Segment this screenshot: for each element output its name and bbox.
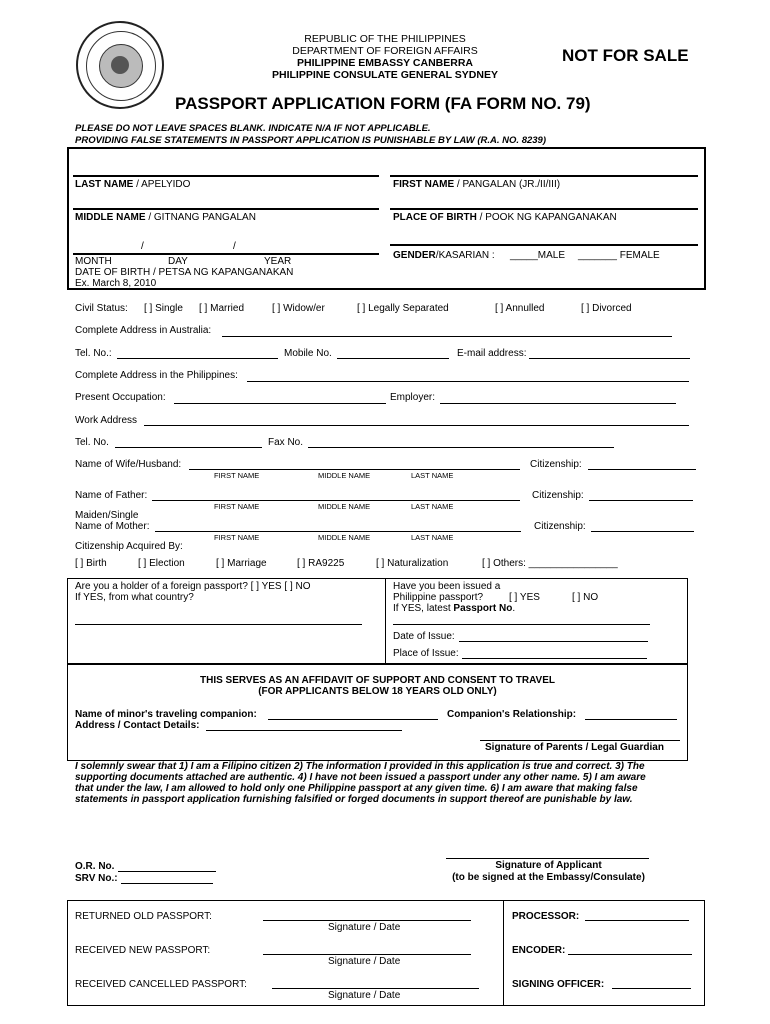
received-cancelled-sig-date: Signature / Date — [328, 990, 401, 1001]
address-contact-label: Address / Contact Details: — [75, 720, 200, 731]
dfa-seal-logo — [76, 21, 164, 109]
oath-line-4: statements in passport application furnishing falsified or forged documents in support thereof are punishable by law. — [75, 794, 633, 805]
occupation-field[interactable] — [174, 403, 386, 404]
address-contact-field[interactable] — [206, 730, 402, 731]
ph-passport-question-2: Philippine passport? — [393, 592, 484, 603]
spouse-citizenship-label: Citizenship: — [530, 459, 582, 470]
last-name-label: LAST NAME / APELYIDO — [75, 179, 191, 190]
header-dfa: DEPARTMENT OF FOREIGN AFFAIRS — [292, 45, 478, 57]
father-citizenship-field[interactable] — [589, 500, 693, 501]
spouse-field[interactable] — [189, 469, 520, 470]
header-republic: REPUBLIC OF THE PHILIPPINES — [304, 33, 466, 45]
tel-field[interactable] — [117, 358, 278, 359]
civil-status-divorced[interactable]: [ ] Divorced — [581, 303, 632, 314]
employer-label: Employer: — [390, 392, 436, 403]
applicant-signature-note: (to be signed at the Embassy/Consulate) — [452, 872, 645, 883]
oath-line-1: I solemnly swear that 1) I am a Filipino citizen 2) The information I provided in this application is true and correct. 3) The — [75, 761, 645, 772]
mobile-label: Mobile No. — [284, 348, 332, 359]
work-address-label: Work Address — [75, 415, 138, 426]
srv-no-field[interactable] — [121, 883, 213, 884]
employer-field[interactable] — [440, 403, 676, 404]
address-australia-field[interactable] — [222, 336, 672, 337]
gender-label: GENDER/KASARIAN : — [393, 250, 495, 261]
mother-label: Name of Mother: — [75, 521, 150, 532]
processor-field[interactable] — [585, 920, 689, 921]
guardian-signature-label: Signature of Parents / Legal Guardian — [485, 742, 664, 753]
father-middle-name-caption: MIDDLE NAME — [318, 502, 371, 511]
place-of-issue-label: Place of Issue: — [393, 648, 459, 659]
mother-field[interactable] — [155, 531, 521, 532]
spouse-middle-name-caption: MIDDLE NAME — [318, 471, 371, 480]
not-for-sale: NOT FOR SALE — [562, 46, 689, 65]
work-address-field[interactable] — [144, 425, 689, 426]
spouse-last-name-caption: LAST NAME — [411, 471, 454, 480]
civil-status-label: Civil Status: — [75, 303, 128, 314]
citizenship-birth[interactable]: [ ] Birth — [75, 558, 107, 569]
tel-label: Tel. No.: — [75, 348, 112, 359]
civil-status-widow[interactable]: [ ] Widow/er — [272, 303, 325, 314]
father-field[interactable] — [152, 500, 520, 501]
mobile-field[interactable] — [337, 358, 449, 359]
civil-status-annulled[interactable]: [ ] Annulled — [495, 303, 545, 314]
received-new-passport-field[interactable] — [263, 954, 471, 955]
companion-field[interactable] — [268, 719, 438, 720]
civil-status-single[interactable]: [ ] Single — [144, 303, 183, 314]
first-name-label: FIRST NAME / PANGALAN (JR./II/III) — [393, 179, 561, 190]
ph-passport-no[interactable]: [ ] NO — [572, 592, 599, 603]
oath-line-3: that under the law, I am allowed to hold only one Philippine passport at any given time. 6) I am aware that making false — [75, 783, 638, 794]
place-of-birth-label: PLACE OF BIRTH / POOK NG KAPANGANAKAN — [393, 212, 617, 223]
oath-line-2: supporting documents attached are authentic. 4) I have not been issued a passport under any other name. 5) I am aware — [75, 772, 646, 783]
citizenship-acquired-label: Citizenship Acquired By: — [75, 541, 183, 552]
form-title: PASSPORT APPLICATION FORM (FA FORM NO. 79) — [175, 94, 591, 113]
citizenship-marriage[interactable]: [ ] Marriage — [216, 558, 267, 569]
relationship-field[interactable] — [585, 719, 677, 720]
date-of-issue-field[interactable] — [459, 641, 648, 642]
header-consulate: PHILIPPINE CONSULATE GENERAL SYDNEY — [272, 69, 498, 81]
companion-label: Name of minor's traveling companion: — [75, 709, 257, 720]
encoder-field[interactable] — [568, 954, 692, 955]
spouse-citizenship-field[interactable] — [588, 469, 696, 470]
father-citizenship-label: Citizenship: — [532, 490, 584, 501]
address-australia-label: Complete Address in Australia: — [75, 325, 212, 336]
relationship-label: Companion's Relationship: — [447, 709, 577, 720]
returned-sig-date: Signature / Date — [328, 922, 401, 933]
latest-passport-field[interactable] — [393, 624, 650, 625]
email-field[interactable] — [529, 358, 690, 359]
received-cancelled-passport-field[interactable] — [272, 988, 479, 989]
citizenship-election[interactable]: [ ] Election — [138, 558, 185, 569]
srv-no-label: SRV No.: — [75, 873, 118, 884]
foreign-passport-country-label: If YES, from what country? — [75, 592, 194, 603]
father-label: Name of Father: — [75, 490, 148, 501]
civil-status-legally-separated[interactable]: [ ] Legally Separated — [357, 303, 449, 314]
or-no-label: O.R. No. — [75, 861, 115, 872]
place-of-issue-field[interactable] — [462, 658, 647, 659]
father-last-name-caption: LAST NAME — [411, 502, 454, 511]
notice-false-statements: PROVIDING FALSE STATEMENTS IN PASSPORT APPLICATION IS PUNISHABLE BY LAW (R.A. NO. 8239) — [75, 135, 547, 146]
received-new-passport-label: RECEIVED NEW PASSPORT: — [75, 945, 211, 956]
mother-first-name-caption: FIRST NAME — [214, 533, 260, 542]
dob-example: Ex. March 8, 2010 — [75, 278, 157, 289]
email-label: E-mail address: — [457, 348, 527, 359]
encoder-label: ENCODER: — [512, 945, 566, 956]
month-label: MONTH — [75, 256, 112, 267]
mother-middle-name-caption: MIDDLE NAME — [318, 533, 371, 542]
affidavit-title: THIS SERVES AS AN AFFIDAVIT OF SUPPORT AND CONSENT TO TRAVEL — [199, 675, 556, 686]
dob-slash-1: / — [141, 241, 144, 252]
spouse-first-name-caption: FIRST NAME — [214, 471, 260, 480]
or-no-field[interactable] — [118, 871, 216, 872]
received-cancelled-passport-label: RECEIVED CANCELLED PASSPORT: — [75, 979, 247, 990]
tel2-field[interactable] — [115, 447, 262, 448]
returned-old-passport-field[interactable] — [263, 920, 471, 921]
citizenship-others[interactable]: [ ] Others: ________________ — [482, 558, 618, 569]
affidavit-subtitle: (FOR APPLICANTS BELOW 18 YEARS OLD ONLY) — [258, 686, 497, 697]
ph-passport-question-1: Have you been issued a — [393, 581, 501, 592]
header-embassy: PHILIPPINE EMBASSY CANBERRA — [297, 57, 473, 69]
mother-last-name-caption: LAST NAME — [411, 533, 454, 542]
dob-label: DATE OF BIRTH / PETSA NG KAPANGANAKAN — [75, 267, 294, 278]
middle-name-label: MIDDLE NAME / GITNANG PANGALAN — [75, 212, 256, 223]
mother-citizenship-label: Citizenship: — [534, 521, 586, 532]
fax-field[interactable] — [308, 447, 614, 448]
returned-old-passport-label: RETURNED OLD PASSPORT: — [75, 911, 212, 922]
mother-citizenship-field[interactable] — [591, 531, 694, 532]
civil-status-married[interactable]: [ ] Married — [199, 303, 245, 314]
signing-officer-field[interactable] — [612, 988, 691, 989]
fax-label: Fax No. — [268, 437, 304, 448]
ph-passport-yes[interactable]: [ ] YES — [509, 592, 540, 603]
foreign-passport-question[interactable]: Are you a holder of a foreign passport? [ ] YES [ ] NO — [75, 581, 311, 592]
gender-female-option[interactable]: _______ FEMALE — [578, 250, 660, 261]
dob-slash-2: / — [233, 241, 236, 252]
address-philippines-field[interactable] — [247, 381, 689, 382]
received-new-sig-date: Signature / Date — [328, 956, 401, 967]
notice-blank: PLEASE DO NOT LEAVE SPACES BLANK. INDICATE N/A IF NOT APPLICABLE. — [75, 123, 431, 134]
maiden-label: Maiden/Single — [75, 510, 139, 521]
guardian-signature-field[interactable] — [480, 740, 680, 741]
foreign-passport-country-field[interactable] — [75, 624, 362, 625]
latest-passport-label: If YES, latest Passport No. — [393, 603, 516, 614]
signing-officer-label: SIGNING OFFICER: — [512, 979, 605, 990]
gender-male-option[interactable]: _____MALE — [510, 250, 566, 261]
father-first-name-caption: FIRST NAME — [214, 502, 260, 511]
citizenship-naturalization[interactable]: [ ] Naturalization — [376, 558, 449, 569]
citizenship-ra9225[interactable]: [ ] RA9225 — [297, 558, 345, 569]
day-label: DAY — [168, 256, 188, 267]
spouse-label: Name of Wife/Husband: — [75, 459, 182, 470]
tel2-label: Tel. No. — [75, 437, 109, 448]
applicant-signature-field[interactable] — [446, 858, 649, 859]
occupation-label: Present Occupation: — [75, 392, 166, 403]
year-label: YEAR — [264, 256, 292, 267]
applicant-signature-label: Signature of Applicant — [495, 860, 602, 871]
processor-label: PROCESSOR: — [512, 911, 580, 922]
address-philippines-label: Complete Address in the Philippines: — [75, 370, 238, 381]
date-of-issue-label: Date of Issue: — [393, 631, 455, 642]
